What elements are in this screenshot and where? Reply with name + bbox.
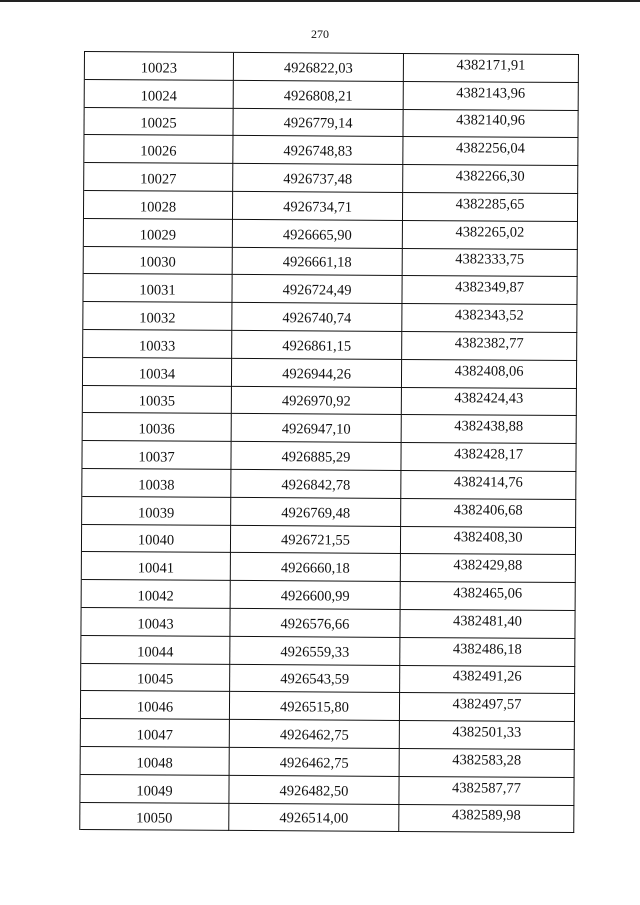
- table-row: [84, 135, 578, 166]
- point-number-cell: 10048: [81, 747, 230, 776]
- x-coordinate-cell: 4926661,18: [233, 247, 403, 276]
- x-coordinate-cell: 4926737,48: [233, 164, 403, 193]
- y-coordinate-cell: 4382491,26: [400, 665, 575, 694]
- coordinates-table: [79, 51, 579, 833]
- y-coordinate-cell: 4382382,77: [402, 332, 577, 361]
- table-row: [82, 469, 576, 500]
- y-coordinate-cell: 4382429,88: [401, 554, 576, 583]
- x-coordinate-cell: 4926559,33: [230, 637, 400, 666]
- table-row: [84, 108, 578, 139]
- table-row: [81, 719, 575, 750]
- x-coordinate-cell: 4926808,21: [234, 81, 404, 110]
- point-number-cell: 10043: [81, 608, 230, 637]
- x-coordinate-cell: 4926543,59: [230, 664, 400, 693]
- table-row: [80, 803, 574, 834]
- y-coordinate-cell: 4382481,40: [400, 610, 575, 639]
- y-coordinate-cell: 4382265,02: [403, 221, 578, 250]
- y-coordinate-cell: 4382343,52: [402, 304, 577, 333]
- x-coordinate-cell: 4926721,55: [231, 525, 401, 554]
- point-number-cell: 10050: [80, 803, 229, 832]
- table-row: [83, 302, 577, 333]
- y-coordinate-cell: 4382266,30: [403, 165, 578, 194]
- table-row: [85, 80, 579, 111]
- table-row: [83, 274, 577, 305]
- x-coordinate-cell: 4926734,71: [233, 192, 403, 221]
- point-number-cell: 10024: [85, 80, 234, 109]
- x-coordinate-cell: 4926462,75: [230, 748, 400, 777]
- table-row: [81, 664, 575, 695]
- y-coordinate-cell: 4382408,06: [402, 360, 577, 389]
- y-coordinate-cell: 4382349,87: [402, 276, 577, 305]
- table-row: [81, 636, 575, 667]
- point-number-cell: 10047: [81, 719, 230, 748]
- x-coordinate-cell: 4926944,26: [232, 359, 402, 388]
- point-number-cell: 10046: [81, 691, 230, 720]
- table-row: [81, 608, 575, 639]
- y-coordinate-cell: 4382424,43: [402, 388, 577, 417]
- x-coordinate-cell: 4926842,78: [231, 470, 401, 499]
- point-number-cell: 10049: [80, 775, 229, 804]
- point-number-cell: 10029: [84, 219, 233, 248]
- x-coordinate-cell: 4926462,75: [230, 720, 400, 749]
- scan-top-edge: [0, 0, 640, 2]
- point-number-cell: 10038: [82, 469, 231, 498]
- x-coordinate-cell: 4926769,48: [231, 498, 401, 527]
- table-row: [80, 775, 574, 806]
- y-coordinate-cell: 4382486,18: [400, 638, 575, 667]
- table-row: [84, 191, 578, 222]
- y-coordinate-cell: 4382465,06: [401, 582, 576, 611]
- y-coordinate-cell: 4382171,91: [404, 54, 579, 83]
- x-coordinate-cell: 4926660,18: [231, 553, 401, 582]
- table-row: [82, 525, 576, 556]
- point-number-cell: 10036: [83, 413, 232, 442]
- x-coordinate-cell: 4926482,50: [229, 776, 399, 805]
- table-row: [84, 163, 578, 194]
- table-row: [82, 497, 576, 528]
- point-number-cell: 10042: [82, 580, 231, 609]
- point-number-cell: 10040: [82, 525, 231, 554]
- x-coordinate-cell: 4926779,14: [233, 109, 403, 138]
- y-coordinate-cell: 4382589,98: [399, 804, 574, 833]
- y-coordinate-cell: 4382587,77: [399, 777, 574, 806]
- x-coordinate-cell: 4926740,74: [232, 303, 402, 332]
- y-coordinate-cell: 4382408,30: [401, 526, 576, 555]
- point-number-cell: 10041: [82, 552, 231, 581]
- point-number-cell: 10033: [83, 330, 232, 359]
- table-row: [83, 358, 577, 389]
- point-number-cell: 10045: [81, 664, 230, 693]
- point-number-cell: 10025: [84, 108, 233, 137]
- y-coordinate-cell: 4382414,76: [401, 471, 576, 500]
- y-coordinate-cell: 4382438,88: [402, 415, 577, 444]
- table-row: [83, 386, 577, 417]
- point-number-cell: 10032: [83, 302, 232, 331]
- y-coordinate-cell: 4382143,96: [404, 82, 579, 111]
- page-number: 270: [311, 27, 329, 41]
- x-coordinate-cell: 4926822,03: [234, 53, 404, 82]
- x-coordinate-cell: 4926748,83: [233, 136, 403, 165]
- table-row: [84, 219, 578, 250]
- x-coordinate-cell: 4926861,15: [232, 331, 402, 360]
- point-number-cell: 10026: [84, 135, 233, 164]
- point-number-cell: 10044: [81, 636, 230, 665]
- y-coordinate-cell: 4382256,04: [403, 137, 578, 166]
- point-number-cell: 10034: [83, 358, 232, 387]
- point-number-cell: 10028: [84, 191, 233, 220]
- table-row: [84, 247, 578, 278]
- x-coordinate-cell: 4926600,99: [231, 581, 401, 610]
- y-coordinate-cell: 4382333,75: [403, 249, 578, 278]
- x-coordinate-cell: 4926885,29: [231, 442, 401, 471]
- x-coordinate-cell: 4926724,49: [232, 275, 402, 304]
- point-number-cell: 10039: [82, 497, 231, 526]
- table-row: [81, 691, 575, 722]
- x-coordinate-cell: 4926514,00: [229, 803, 399, 832]
- table-row: [83, 330, 577, 361]
- table-row: [85, 52, 579, 83]
- table-row: [82, 441, 576, 472]
- x-coordinate-cell: 4926947,10: [232, 414, 402, 443]
- point-number-cell: 10023: [85, 52, 234, 81]
- point-number-cell: 10031: [83, 274, 232, 303]
- table-row: [82, 580, 576, 611]
- point-number-cell: 10030: [84, 247, 233, 276]
- x-coordinate-cell: 4926665,90: [233, 220, 403, 249]
- y-coordinate-cell: 4382583,28: [400, 749, 575, 778]
- y-coordinate-cell: 4382406,68: [401, 499, 576, 528]
- x-coordinate-cell: 4926576,66: [230, 609, 400, 638]
- x-coordinate-cell: 4926970,92: [232, 386, 402, 415]
- table-row: [82, 552, 576, 583]
- y-coordinate-cell: 4382428,17: [401, 443, 576, 472]
- table-row: [83, 413, 577, 444]
- point-number-cell: 10035: [83, 386, 232, 415]
- y-coordinate-cell: 4382497,57: [400, 693, 575, 722]
- x-coordinate-cell: 4926515,80: [230, 692, 400, 721]
- point-number-cell: 10037: [82, 441, 231, 470]
- y-coordinate-cell: 4382140,96: [403, 110, 578, 139]
- table-row: [81, 747, 575, 778]
- point-number-cell: 10027: [84, 163, 233, 192]
- y-coordinate-cell: 4382285,65: [403, 193, 578, 222]
- y-coordinate-cell: 4382501,33: [400, 721, 575, 750]
